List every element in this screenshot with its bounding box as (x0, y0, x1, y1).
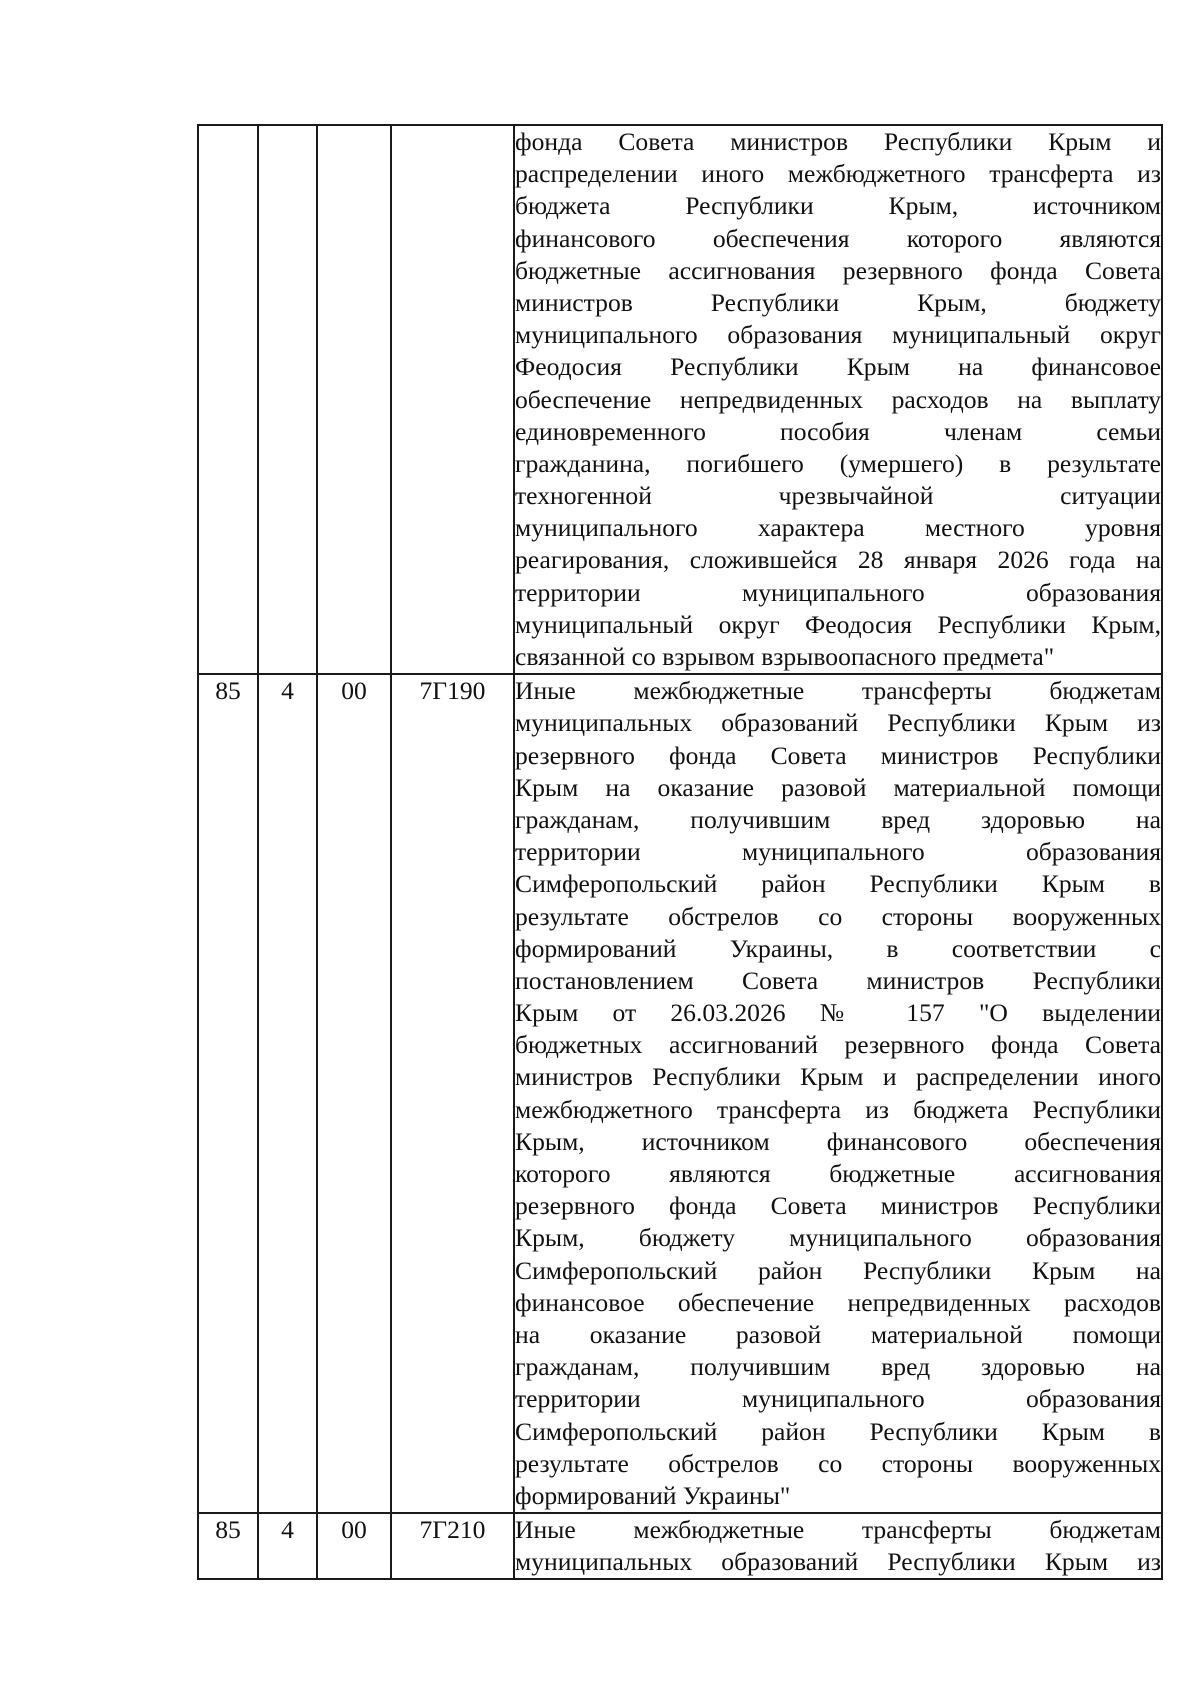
cell-description (514, 1513, 1162, 1579)
cell-description (514, 125, 1162, 674)
text-line: территории муниципального образования (515, 837, 1161, 867)
text-line: гражданина, погибшего (умершего) в результате (515, 448, 1161, 478)
text-line: муниципальный округ Феодосия Республики Крым, (515, 609, 1161, 639)
cell-description (514, 674, 1162, 1513)
text-line: бюджета Республики Крым, источником (515, 191, 1161, 221)
text-line: Иные межбюджетные трансферты бюджетам (515, 1515, 1161, 1545)
text-line: министров Республики Крым, бюджету (515, 287, 1161, 317)
text-line: связанной со взрывом взрывоопасного предмета" (515, 642, 1055, 671)
budget-table (197, 124, 1163, 1580)
text-line: резервного фонда Совета министров Республики (515, 1191, 1161, 1221)
text-line: муниципального характера местного уровня (515, 513, 1161, 543)
text-line: гражданам, получившим вред здоровью на (515, 1352, 1161, 1382)
text-line: муниципальных образований Республики Крым из (515, 708, 1161, 738)
cell-col4: 7Г210 (391, 1513, 514, 1579)
table-row (198, 1513, 1162, 1579)
text-line: техногенной чрезвычайной ситуации (515, 481, 1161, 511)
cell-col2: 4 (258, 1513, 317, 1579)
text-line: муниципального образования муниципальный округ (515, 320, 1161, 350)
cell-col4 (391, 125, 514, 674)
text-line: министров Республики Крым и распределении иного (515, 1062, 1161, 1092)
text-line: муниципальных образований Республики Крым из (515, 1547, 1161, 1577)
text-line: гражданам, получившим вред здоровью на (515, 804, 1161, 834)
cell-col3 (317, 125, 391, 674)
cell-col2 (258, 125, 317, 674)
text-line: резервного фонда Совета министров Республики (515, 740, 1161, 770)
cell-col1 (198, 125, 258, 674)
text-line: результате обстрелов со стороны вооруженных (515, 901, 1161, 931)
text-line: на оказание разовой материальной помощи (515, 1319, 1161, 1349)
text-line: Симферопольский район Республики Крым в (515, 1416, 1161, 1446)
cell-col1: 85 (198, 1513, 258, 1579)
cell-col3: 00 (317, 674, 391, 1513)
text-line: фонда Совета министров Республики Крым и (515, 127, 1161, 156)
text-line: Феодосия Республики Крым на финансовое (515, 352, 1161, 382)
text-line: территории муниципального образования (515, 577, 1161, 607)
cell-col1: 85 (198, 674, 258, 1513)
text-line: реагирования, сложившейся 28 января 2026 года на (515, 545, 1161, 575)
text-line: результате обстрелов со стороны вооруженных (515, 1448, 1161, 1478)
text-line: финансового обеспечения которого являются (515, 223, 1161, 253)
text-line: Симферопольский район Республики Крым на (515, 1255, 1161, 1285)
text-line: которого являются бюджетные ассигнования (515, 1159, 1161, 1188)
text-line: межбюджетного трансферта из бюджета Республики (515, 1094, 1161, 1124)
text-line: единовременного пособия членам семьи (515, 416, 1161, 446)
text-line: Крым, бюджету муниципального образования (515, 1223, 1161, 1253)
text-line: Крым от 26.03.2026 № 157 "О выделении (515, 998, 1161, 1028)
text-line: территории муниципального образования (515, 1384, 1161, 1414)
cell-col4: 7Г190 (391, 674, 514, 1513)
text-line: бюджетные ассигнования резервного фонда Совета (515, 255, 1161, 285)
text-line: бюджетных ассигнований резервного фонда Совета (515, 1030, 1161, 1060)
text-line: финансовое обеспечение непредвиденных расходов (515, 1287, 1161, 1317)
text-line: Иные межбюджетные трансферты бюджетам (515, 676, 1161, 706)
text-line: обеспечение непредвиденных расходов на выплату (515, 384, 1161, 414)
text-line: Симферопольский район Республики Крым в (515, 869, 1161, 899)
text-line: Крым на оказание разовой материальной помощи (515, 772, 1161, 802)
text-line: постановлением Совета министров Республики (515, 965, 1161, 995)
cell-col3: 00 (317, 1513, 391, 1579)
text-line: Крым, источником финансового обеспечения (515, 1126, 1161, 1156)
table-row (198, 125, 1162, 674)
cell-col2: 4 (258, 674, 317, 1513)
text-line: формирований Украины, в соответствии с (515, 933, 1161, 963)
table-row (198, 674, 1162, 1513)
text-line: формирований Украины" (515, 1480, 791, 1510)
text-line: распределении иного межбюджетного трансферта из (515, 159, 1161, 189)
